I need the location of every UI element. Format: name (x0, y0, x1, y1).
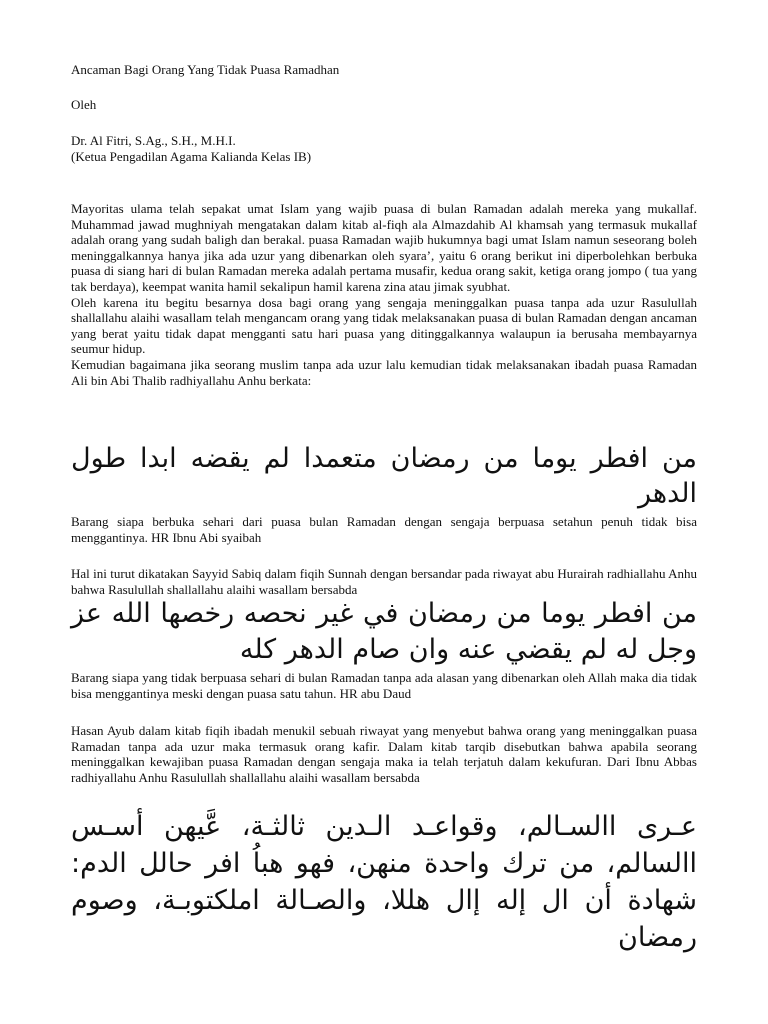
arabic-hadith-abu-hurairah: من افطر يوما من رمضان في غير نحصه رخصها الله عز وجل له لم يقضي عنه وان صام الدهر كله (71, 598, 697, 665)
author-position: (Ketua Pengadilan Agama Kalianda Kelas IB) (71, 149, 312, 164)
arabic-quote-ali: من افطر يوما من رمضان متعمدا لم يقضه ابدا طول الدهر (71, 443, 697, 509)
document-title: Ancaman Bagi Orang Yang Tidak Puasa Ramadhan (71, 62, 340, 77)
paragraph-threat: Oleh karena itu begitu besarnya dosa bagi orang yang sengaja meninggalkan puasa tanpa ada uzur Rasulullah shallallahu alaihi wasallam telah mengancam orang yang tidak melaksanakan puasa di bulan Ramadan dengan ancaman yang berat yaitu tidak dapat mengganti satu hari puasa yang ditinggalkannya walaupun ia berusaha membayarnya seumur hidup. (71, 294, 697, 357)
translation-ali: Barang siapa berbuka sehari dari puasa bulan Ramadan dengan sengaja berpuasa setahun penuh tidak bisa menggantinya. HR Ibnu Abi syaibah (71, 514, 697, 545)
intro-section (71, 201, 697, 388)
paragraph-hasan-ayub: Hasan Ayub dalam kitab fiqih ibadah menukil sebuah riwayat yang menyebut bahwa orang yang meninggalkan puasa Ramadan tanpa ada uzur maka termasuk orang kafir. Dalam kitab tarqib disebutkan bahwa apabila seorang meninggalkan kewajiban puasa Ramadan dengan sengaja maka ia telah terjatuh dalam kekufuran. Dari Ibnu Abbas radhiyallahu Anhu Rasulullah shallallahu alaihi wasallam bersabda (71, 723, 697, 785)
arabic-hadith-ibnu-abbas: عـرى االسـالم، وقواعـد الـدين ثالثـة، عَّيهن أسـس االسالم، من ترك واحدة منهن، فهو هباُ افر حالل الدم: شهادة أن ال إله إال هللا، والصـالة املكتوبـة، وصوم رمضان (71, 811, 697, 953)
paragraph-mukallaf: Mayoritas ulama telah sepakat umat Islam yang wajib puasa di bulan Ramadan adalah mereka yang mukallaf. Muhammad jawad mughniyah mengatakan dalam kitab al-fiqh ala Almazdahib Al khamsah yang termasuk mukallaf adalah orang yang sudah baligh dan berakal. puasa Ramadan wajib hukumnya bagi umat Islam namun seseorang boleh meninggalkannya hanya jika ada uzur yang dibenarkan oleh syara’, yaitu 6 orang berikut ini diperbolehkan berbuka puasa di siang hari di bulan Ramadan mereka adalah pertama musafir, kedua orang sakit, ketiga orang jompo ( tua yang tak berdaya), keempat wanita hamil sekalipun hamil karena zina atau jimak syubhat. (71, 201, 697, 294)
paragraph-sayyid-sabiq: Hal ini turut dikatakan Sayyid Sabiq dalam fiqih Sunnah dengan bersandar pada riwayat abu Hurairah radhiallahu Anhu bahwa Rasulullah shallallahu alaihi wasallam bersabda (71, 566, 697, 597)
translation-abu-daud: Barang siapa yang tidak berpuasa sehari di bulan Ramadan tanpa ada alasan yang dibenarkan oleh Allah maka dia tidak bisa menggantinya meski dengan puasa satu tahun. HR abu Daud (71, 670, 697, 701)
paragraph-ali-intro: Kemudian bagaimana jika seorang muslim tanpa ada uzur lalu kemudian tidak melaksanakan ibadah puasa Ramadan Ali bin Abi Thalib radhiyallahu Anhu berkata: (71, 356, 697, 388)
author-name: Dr. Al Fitri, S.Ag., S.H., M.H.I. (71, 133, 236, 148)
by-label: Oleh (71, 97, 97, 112)
